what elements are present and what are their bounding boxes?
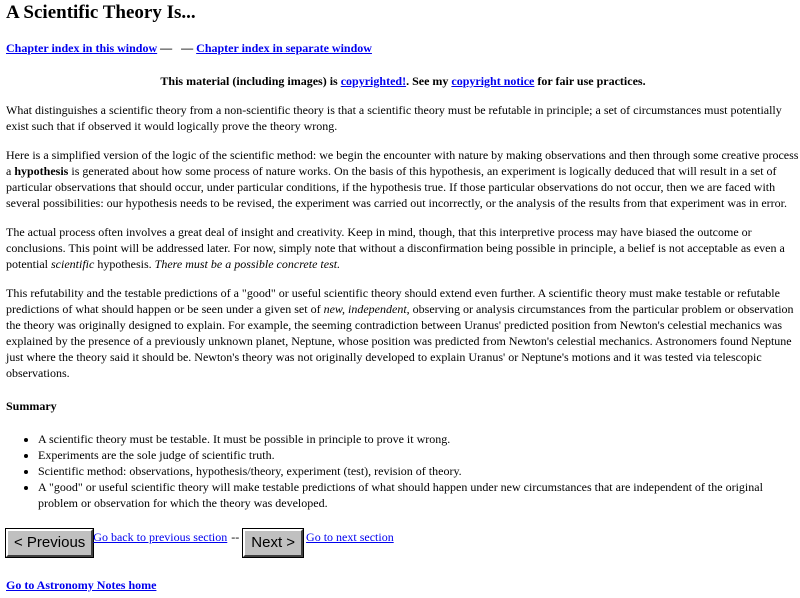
nav-dash-2: — [181,41,194,55]
copyrighted-link[interactable]: copyrighted! [340,74,407,88]
p4-text-b: , observing or analysis circumstances from the particular problem or observation the theory was originally designed to explain. For example, the seeming contradiction between Uranus' predicted position from Newton's celestial mechanics was explained by the presence of a previously unknown planet, Neptune, whose position was predicted from Newton's celestial mechanics. Astronomers found Neptune just where the theory said it should be. Newton's theory was not originally developed to explain Uranus' or Neptune's motions and it was tested via telescopic observations. [6,302,794,380]
notice-middle: . See my [406,74,452,88]
paragraph-refutability: What distinguishes a scientific theory from a non-scientific theory is that a scientific theory must be refutable in principle; a set of circumstances must potentially exist such that if observed it would logically prove the theory wrong. [6,103,782,133]
p4-text-a: This refutability and the testable predictions of a "good" or useful scientific theory should extend even further. A scientific theory must make testable or refutable predictions of what should happen or be seen under a given set of [6,286,780,316]
nav-dash-1: — [160,41,173,55]
list-item: • A scientific theory must be testable. It must be possible in principle to prove it wrong. [38,431,800,447]
notice-prefix: This material (including images) is [160,74,341,88]
p3-scientific-italic: scientific [51,257,95,271]
section-nav [6,529,800,559]
list-item: • Scientific method: observations, hypothesis/theory, experiment (test), revision of theory. [38,463,800,479]
copyright-notice-link[interactable]: copyright notice [451,74,535,88]
paragraph-testable-predictions [6,285,800,381]
p3-concrete-test-italic: There must be a possible concrete test. [154,257,341,271]
p4-new-independent-italic: new, independent [323,302,407,316]
list-item: • Experiments are the sole judge of scientific truth. [38,447,800,463]
chapter-index-this-window-link[interactable]: Chapter index in this window [6,41,158,55]
paragraph-scientific-method [6,147,800,211]
copyright-notice-line [6,73,800,89]
nav-separator: -- [231,530,240,544]
previous-section-link[interactable]: Go back to previous section [93,530,228,544]
next-section-link[interactable]: Go to next section [306,530,394,544]
p3-text-b: hypothesis. [94,257,155,271]
p2-text-b: is generated about how some process of nature works. On the basis of this hypothesis, an experiment is logically deduced that will result in a set of particular observations that should occur, under particular conditions, if the hypothesis true. If those particular observations do not occur, then we are faced with several possibilities: our hypothesis needs to be revised, the experiment was carried out incorrectly, or the analysis of the results from that experiment was in error. [6,164,787,210]
notice-suffix: for fair use practices. [534,74,646,88]
p2-hypothesis-bold: hypothesis [14,164,69,178]
p3-text-a: The actual process often involves a great deal of insight and creativity. Keep in mind, though, that this interpretive process may have biased the outcome or conclusions. This point will be addressed later. For now, simply note that without a disconfirmation being possible in principle, a belief is not acceptable as even a potential [6,225,785,271]
chapter-nav [6,40,800,56]
chapter-index-separate-window-link[interactable]: Chapter index in separate window [196,41,372,55]
paragraph-actual-process [6,224,800,272]
summary-heading: Summary [6,399,57,413]
p2-text-a: Here is a simplified version of the logic of the scientific method: we begin the encounter with nature by making observations and then through some creative process a [6,148,799,178]
next-button[interactable]: Next > [243,529,303,557]
home-line [6,577,800,593]
astronomy-notes-home-link[interactable]: Go to Astronomy Notes home [6,578,157,592]
summary-list [6,431,800,511]
previous-button[interactable]: < Previous [6,529,93,557]
page-title: A Scientific Theory Is... [6,2,196,23]
list-item: • A "good" or useful scientific theory will make testable predictions of what should happen under new circumstances that are independent of the original problem or observation for which the theory was developed. [38,479,800,511]
